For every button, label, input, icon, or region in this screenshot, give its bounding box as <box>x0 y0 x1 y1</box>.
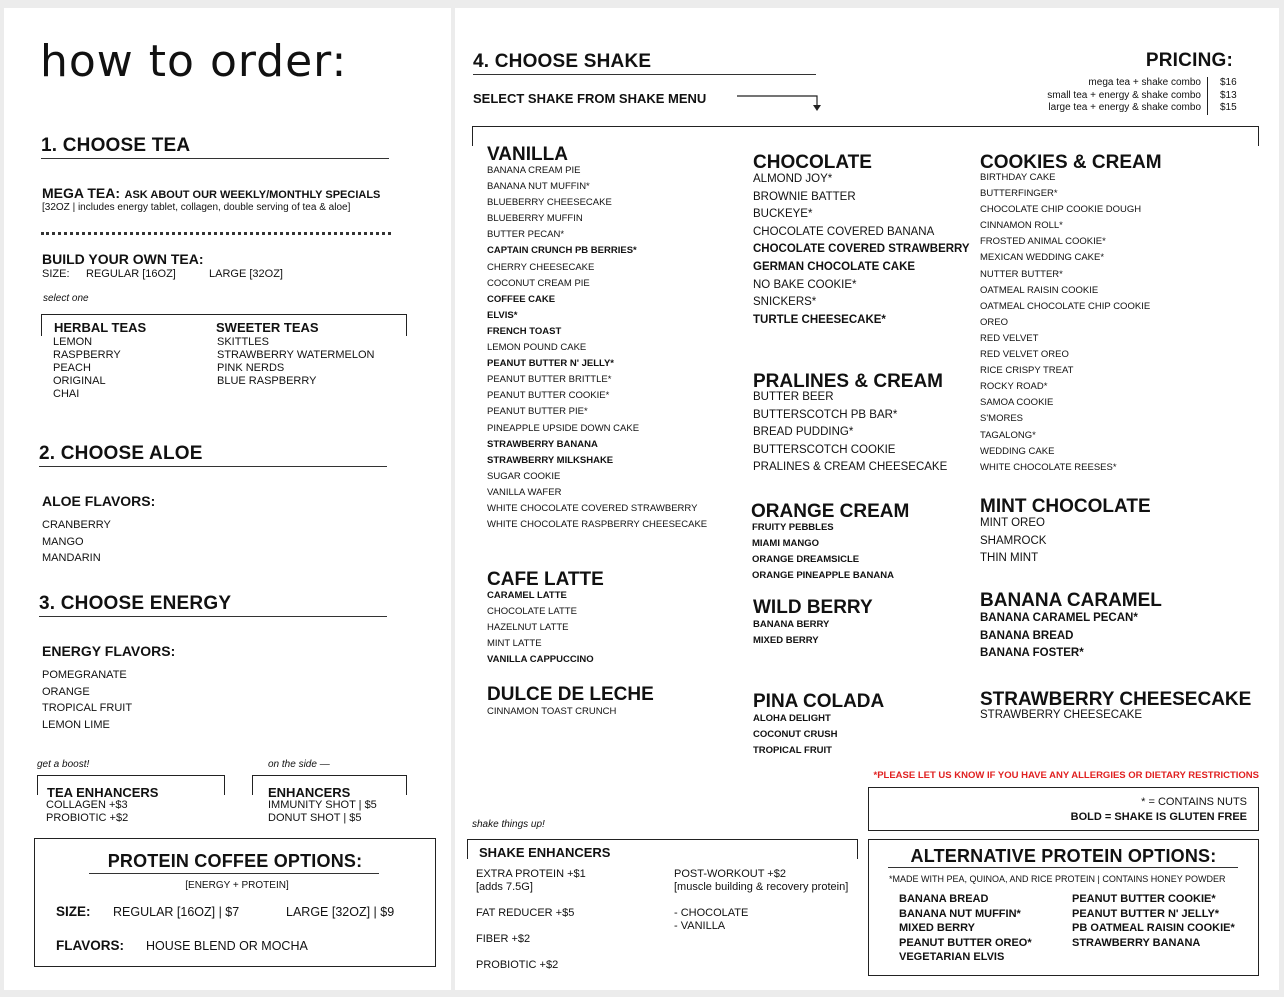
shake-item: SAMOA COOKIE <box>980 397 1054 409</box>
mega-tea-desc: [32OZ | includes energy tablet, collagen, double serving of tea & aloe] <box>42 202 351 213</box>
shake-item: ALMOND JOY* <box>753 173 833 185</box>
list-item: COLLAGEN +$3 <box>46 799 128 811</box>
shake-item: BANANA CREAM PIE <box>487 165 581 176</box>
shake-item: ORANGE PINEAPPLE BANANA <box>752 570 894 582</box>
sweeter-heading: SWEETER TEAS <box>216 320 319 335</box>
alt-protein-note: *MADE WITH PEA, QUINOA, AND RICE PROTEIN | CONTAINS HONEY POWDER <box>889 874 1226 884</box>
dotted-divider <box>41 232 391 235</box>
shake-item: NUTTER BUTTER* <box>980 268 1063 280</box>
shake-item: LEMON POUND CAKE <box>487 342 587 354</box>
shake-item: ROCKY ROAD* <box>980 381 1048 393</box>
shake-item: RED VELVET OREO <box>980 349 1069 361</box>
left-page <box>4 8 451 990</box>
energy-list <box>42 667 132 733</box>
shake-item: BUTTERSCOTCH COOKIE <box>753 443 896 456</box>
list-item: PB OATMEAL RAISIN COOKIE* <box>1072 922 1235 934</box>
shake-item: MEXICAN WEDDING CAKE* <box>980 252 1105 264</box>
shake-item: MIXED BERRY <box>753 635 819 647</box>
shake-item: WEDDING CAKE <box>980 445 1055 457</box>
divider <box>41 158 389 159</box>
list-item: PEANUT BUTTER OREO* <box>899 936 1032 949</box>
shake-item: OREO <box>980 316 1008 328</box>
protein-coffee-subheading: [ENERGY + PROTEIN] <box>185 880 289 891</box>
shake-item: BUTTERFINGER* <box>980 188 1058 200</box>
shake-item: COCONUT CREAM PIE <box>487 277 590 289</box>
pricing-row <box>1047 90 1239 103</box>
shake-item: CHOCOLATE COVERED BANANA <box>753 225 935 238</box>
legend-gluten: BOLD = SHAKE IS GLUTEN FREE <box>1070 811 1247 823</box>
shake-item: COFFEE CAKE <box>487 293 556 305</box>
build-tea-heading: BUILD YOUR OWN TEA: <box>42 251 204 267</box>
dulce-list <box>487 704 616 720</box>
pina-colada-list <box>753 711 837 759</box>
fat-reducer: FAT REDUCER +$5 <box>476 907 575 919</box>
banana-caramel-title: BANANA CARAMEL <box>980 590 1162 611</box>
shake-item: ORANGE DREAMSICLE <box>752 554 860 566</box>
shake-item: SUGAR COOKIE <box>487 470 561 482</box>
extra-protein: EXTRA PROTEIN +$1 <box>476 868 586 880</box>
herbal-list <box>53 336 121 401</box>
divider <box>888 867 1238 868</box>
shake-item: PRALINES & CREAM CHEESECAKE <box>753 461 948 474</box>
probiotic: PROBIOTIC +$2 <box>476 959 559 971</box>
vanilla-title: VANILLA <box>487 144 568 165</box>
shake-item: BIRTHDAY CAKE <box>980 172 1056 183</box>
pricing-label: large tea + energy & shake combo <box>1048 102 1201 113</box>
shake-item: BANANA BREAD <box>980 629 1074 642</box>
shake-item: WHITE CHOCOLATE REESES* <box>980 461 1117 473</box>
legend-nuts: * = CONTAINS NUTS <box>1141 796 1247 808</box>
shake-item: FROSTED ANIMAL COOKIE* <box>980 236 1106 248</box>
pricing-price: $15 <box>1207 102 1239 115</box>
shake-item: NO BAKE COOKIE* <box>753 278 857 291</box>
mega-tea-label: MEGA TEA: <box>42 185 121 201</box>
list-item: MANGO <box>42 535 84 548</box>
divider <box>473 74 816 75</box>
list-item: PROBIOTIC +$2 <box>46 812 129 824</box>
shake-item: ALOHA DELIGHT <box>753 713 831 724</box>
shake-item: PEANUT BUTTER N' JELLY* <box>487 358 615 370</box>
size-large: LARGE [32OZ] <box>209 268 283 280</box>
banana-caramel-list <box>980 610 1138 663</box>
shake-item: HAZELNUT LATTE <box>487 622 569 634</box>
shake-item: VANILLA WAFER <box>487 486 562 498</box>
mint-chocolate-title: MINT CHOCOLATE <box>980 496 1151 517</box>
energy-flavors-heading: ENERGY FLAVORS: <box>42 643 176 659</box>
dulce-title: DULCE DE LECHE <box>487 684 654 705</box>
shake-item: CINNAMON ROLL* <box>980 220 1063 232</box>
boost-label: get a boost! <box>37 759 90 770</box>
size-regular: REGULAR [16OZ] <box>86 268 176 280</box>
step3-heading: 3. CHOOSE ENERGY <box>39 593 232 614</box>
page-title: how to order: <box>40 36 348 87</box>
alt-protein-heading: ALTERNATIVE PROTEIN OPTIONS: <box>910 846 1217 866</box>
shake-item: MIAMI MANGO <box>752 538 820 550</box>
alt-protein-col1 <box>899 892 1032 965</box>
list-item: STRAWBERRY BANANA <box>1072 936 1201 949</box>
shake-item: MINT OREO <box>980 517 1045 529</box>
shake-things-label: shake things up! <box>472 819 545 830</box>
mint-chocolate-list <box>980 515 1046 568</box>
cookies-cream-title: COOKIES & CREAM <box>980 152 1162 173</box>
list-item: ORANGE <box>42 685 90 698</box>
list-item: BANANA NUT MUFFIN* <box>899 907 1021 920</box>
orange-cream-list <box>752 520 894 584</box>
shake-item: COCONUT CRUSH <box>753 729 838 741</box>
vanilla-list <box>487 163 707 533</box>
herbal-heading: HERBAL TEAS <box>54 320 147 335</box>
coffee-flavors-value: HOUSE BLEND OR MOCHA <box>146 939 308 953</box>
shake-item: BUTTER PECAN* <box>487 229 565 241</box>
tea-enhancers-heading: TEA ENHANCERS <box>47 785 159 800</box>
fiber: FIBER +$2 <box>476 933 531 945</box>
pricing-label: small tea + energy & shake combo <box>1047 89 1201 101</box>
strawberry-cheesecake-list <box>980 707 1142 725</box>
shake-item: CHOCOLATE COVERED STRAWBERRY <box>753 243 970 256</box>
select-shake-text: SELECT SHAKE FROM SHAKE MENU <box>473 91 707 106</box>
list-item: LEMON <box>53 336 93 348</box>
coffee-flavors-label: FLAVORS: <box>56 938 124 953</box>
shake-item: STRAWBERRY CHEESECAKE <box>980 709 1143 721</box>
shake-item: BLUEBERRY MUFFIN <box>487 213 583 225</box>
shake-item: WHITE CHOCOLATE RASPBERRY CHEESECAKE <box>487 519 708 531</box>
strawberry-cheesecake-title: STRAWBERRY CHEESECAKE <box>980 689 1252 710</box>
protein-coffee-heading: PROTEIN COFFEE OPTIONS: <box>107 851 363 871</box>
cafe-latte-list <box>487 588 594 668</box>
shake-item: TAGALONG* <box>980 429 1036 441</box>
side-label: on the side — <box>268 759 330 770</box>
shake-item: STRAWBERRY MILKSHAKE <box>487 454 614 466</box>
shake-item: BUTTERSCOTCH PB BAR* <box>753 408 898 421</box>
pricing-row <box>1047 102 1239 115</box>
pricing-table <box>1047 77 1239 115</box>
shake-item: THIN MINT <box>980 552 1039 565</box>
list-item: PINK NERDS <box>217 362 285 374</box>
post-workout: POST-WORKOUT +$2 <box>674 868 786 880</box>
shake-item: RICE CRISPY TREAT <box>980 365 1074 377</box>
orange-cream-title: ORANGE CREAM <box>751 501 910 522</box>
coffee-size-regular: REGULAR [16OZ] | $7 <box>113 905 240 919</box>
list-item: ORIGINAL <box>53 375 106 387</box>
shake-item: RED VELVET <box>980 332 1039 344</box>
step1-heading: 1. CHOOSE TEA <box>41 135 191 156</box>
list-item: PEACH <box>53 362 91 374</box>
wild-berry-title: WILD BERRY <box>753 597 873 618</box>
list-item: PEANUT BUTTER COOKIE* <box>1072 893 1216 905</box>
shake-item: SHAMROCK <box>980 534 1047 547</box>
shake-item: OATMEAL RAISIN COOKIE <box>980 284 1099 296</box>
list-item: BANANA BREAD <box>899 893 989 905</box>
shake-item: BANANA FOSTER* <box>980 647 1084 660</box>
shake-item: BLUEBERRY CHEESECAKE <box>487 197 612 209</box>
chocolate-list <box>753 171 970 329</box>
enhancers-heading: ENHANCERS <box>268 785 351 800</box>
list-item: POMEGRANATE <box>42 669 127 681</box>
pricing-price: $13 <box>1207 90 1239 103</box>
shake-item: BROWNIE BATTER <box>753 190 856 203</box>
shake-item: BUCKEYE* <box>753 208 813 221</box>
shake-item: CARAMEL LATTE <box>487 590 567 601</box>
extra-protein-note: [adds 7.5G] <box>476 881 533 893</box>
shake-enhancers-heading: SHAKE ENHANCERS <box>479 845 611 860</box>
list-item: BLUE RASPBERRY <box>217 375 317 387</box>
tea-enhancers-list <box>46 799 128 825</box>
shake-item: CHOCOLATE LATTE <box>487 606 577 618</box>
allergy-note: *PLEASE LET US KNOW IF YOU HAVE ANY ALLERGIES OR DIETARY RESTRICTIONS <box>873 770 1259 781</box>
shake-item: CAPTAIN CRUNCH PB BERRIES* <box>487 245 637 257</box>
legend-box <box>868 787 1259 831</box>
shake-item: CINNAMON TOAST CRUNCH <box>487 706 617 717</box>
shake-item: GERMAN CHOCOLATE CAKE <box>753 260 916 273</box>
pricing-label: mega tea + shake combo <box>1088 77 1201 88</box>
shake-item: STRAWBERRY BANANA <box>487 438 598 450</box>
shake-item: OATMEAL CHOCOLATE CHIP COOKIE <box>980 300 1151 312</box>
shake-item: TURTLE CHEESECAKE* <box>753 313 886 326</box>
shake-item: SNICKERS* <box>753 296 817 309</box>
coffee-size-label: SIZE: <box>56 904 91 919</box>
shake-item: PEANUT BUTTER COOKIE* <box>487 390 610 402</box>
step2-heading: 2. CHOOSE ALOE <box>39 443 203 464</box>
list-item: IMMUNITY SHOT | $5 <box>268 799 377 811</box>
size-label: SIZE: <box>42 268 70 280</box>
pralines-list <box>753 389 947 477</box>
list-item: MANDARIN <box>42 552 101 564</box>
list-item: VEGETARIAN ELVIS <box>899 951 1005 963</box>
right-page <box>455 8 1279 990</box>
list-item: DONUT SHOT | $5 <box>268 812 362 824</box>
shake-item: BANANA BERRY <box>753 619 830 630</box>
post-workout-note: [muscle building & recovery protein] <box>674 881 849 893</box>
step4-heading: 4. CHOOSE SHAKE <box>473 51 652 72</box>
shake-item: S'MORES <box>980 413 1023 425</box>
list-item: SKITTLES <box>217 336 269 348</box>
shake-item: PEANUT BUTTER PIE* <box>487 406 588 418</box>
shake-item: MINT LATTE <box>487 638 542 650</box>
shake-item: CHOCOLATE CHIP COOKIE DOUGH <box>980 204 1142 216</box>
list-item: TROPICAL FRUIT <box>42 702 133 714</box>
divider <box>39 616 387 617</box>
shake-item: TROPICAL FRUIT <box>753 745 832 757</box>
divider <box>39 466 387 467</box>
arrow-down-icon <box>735 90 825 114</box>
list-item: RASPBERRY <box>53 349 121 361</box>
flavor-chocolate: - CHOCOLATE <box>674 907 749 919</box>
list-item: LEMON LIME <box>42 718 110 731</box>
pricing-row <box>1047 77 1239 90</box>
alt-protein-col2 <box>1072 892 1235 950</box>
list-item: CHAI <box>53 388 80 400</box>
enhancers-list <box>268 799 377 825</box>
pralines-title: PRALINES & CREAM <box>753 371 944 392</box>
shake-item: ELVIS* <box>487 309 518 321</box>
wild-berry-list <box>753 617 829 649</box>
shake-item: FRENCH TOAST <box>487 325 562 337</box>
list-item: MIXED BERRY <box>899 922 975 934</box>
shake-item: PEANUT BUTTER BRITTLE* <box>487 374 612 386</box>
cookies-cream-list <box>980 170 1150 476</box>
mega-tea-note: ASK ABOUT OUR WEEKLY/MONTHLY SPECIALS <box>124 189 381 201</box>
shake-item: BANANA NUT MUFFIN* <box>487 181 590 193</box>
shake-item: VANILLA CAPPUCCINO <box>487 654 594 666</box>
pina-colada-title: PINA COLADA <box>753 691 885 712</box>
pricing-price: $16 <box>1207 77 1239 90</box>
shake-item: BANANA CARAMEL PECAN* <box>980 612 1138 624</box>
coffee-size-large: LARGE [32OZ] | $9 <box>286 905 395 919</box>
sweeter-list <box>217 336 374 388</box>
shake-item: WHITE CHOCOLATE COVERED STRAWBERRY <box>487 502 698 514</box>
divider <box>89 873 379 874</box>
mega-tea-line <box>42 185 380 203</box>
shake-item: CHERRY CHEESECAKE <box>487 261 595 273</box>
shake-item: BREAD PUDDING* <box>753 426 854 439</box>
shake-item: BUTTER BEER <box>753 391 834 403</box>
pricing-heading: PRICING: <box>1145 50 1233 71</box>
shake-item: PINEAPPLE UPSIDE DOWN CAKE <box>487 422 640 434</box>
shake-menu-box <box>472 126 1259 146</box>
list-item: PEANUT BUTTER N' JELLY* <box>1072 907 1220 920</box>
cafe-latte-title: CAFE LATTE <box>487 569 604 590</box>
chocolate-title: CHOCOLATE <box>753 152 872 173</box>
list-item: STRAWBERRY WATERMELON <box>217 349 375 361</box>
aloe-list <box>42 517 111 567</box>
aloe-flavors-heading: ALOE FLAVORS: <box>42 493 156 509</box>
list-item: CRANBERRY <box>42 519 111 531</box>
flavor-vanilla: - VANILLA <box>674 920 726 932</box>
shake-item: FRUITY PEBBLES <box>752 522 834 533</box>
select-one-label: select one <box>43 293 89 304</box>
